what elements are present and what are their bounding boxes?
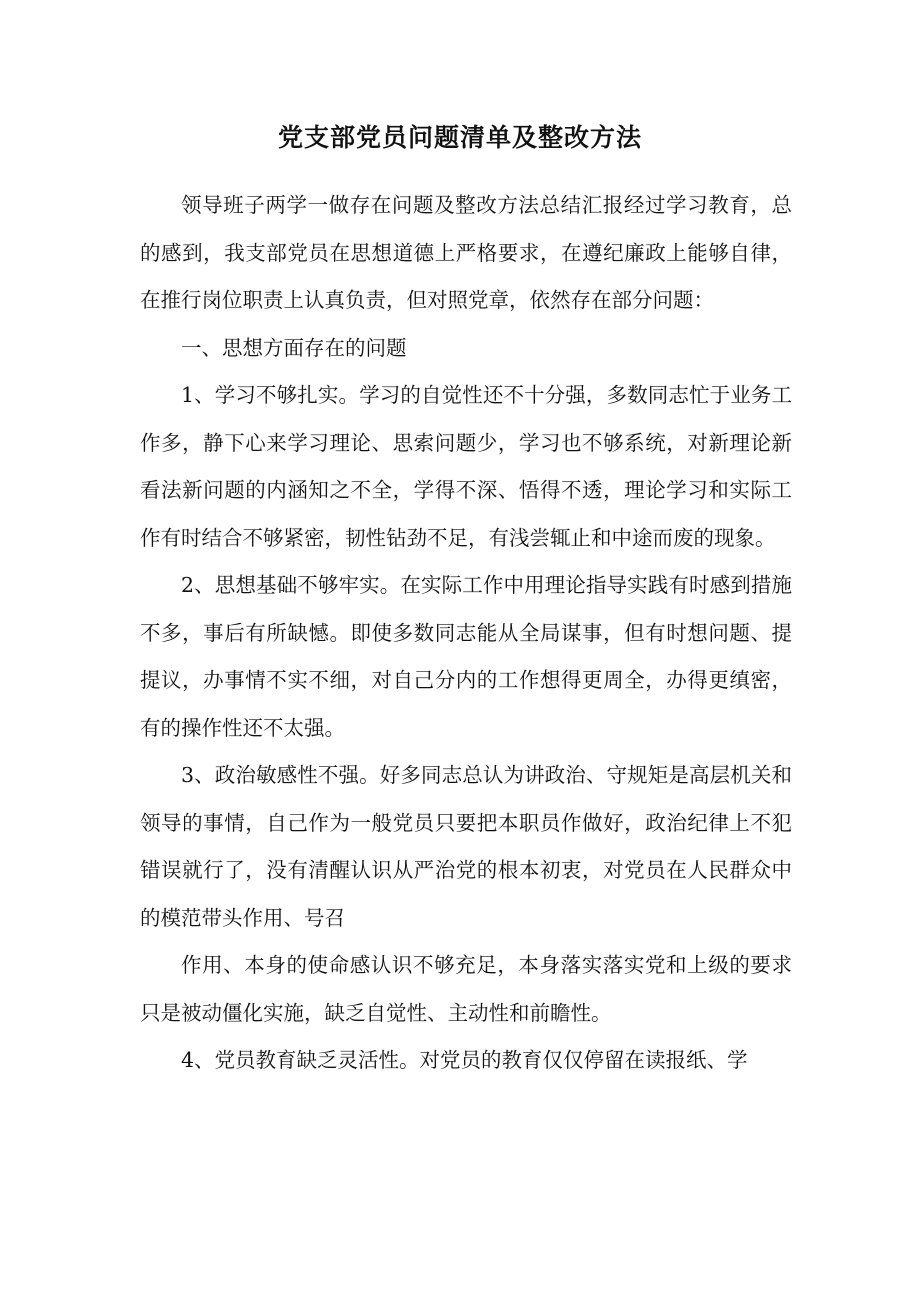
paragraph-intro: 领导班子两学一做存在问题及整改方法总结汇报经过学习教育，总的感到，我支部党员在思想道德上严格要求，在遵纪廉政上能够自律，在推行岗位职责上认真负责，但对照党章，依然存在部分问题： xyxy=(140,193,792,312)
document-body xyxy=(140,182,792,1085)
paragraph-item-4: 4、党员教育缺乏灵活性。对党员的教育仅仅停留在读报纸、学 xyxy=(181,1048,748,1072)
paragraph-item-1: 1、学习不够扎实。学习的自觉性还不十分强，多数同志忙于业务工作多，静下心来学习理论、思索问题少，学习也不够系统，对新理论新看法新问题的内涵知之不全，学得不深、悟得不透，理论学习和实际工作有时结合不够紧密，韧性钻劲不足，有浅尝辄止和中途而废的现象。 xyxy=(140,383,792,550)
document-title: 党支部党员问题清单及整改方法 xyxy=(277,123,642,152)
paragraph-item-2: 2、思想基础不够牢实。在实际工作中用理论指导实践有时感到措施不多，事后有所缺憾。即使多数同志能从全局谋事，但有时想问题、提提议，办事情不实不细，对自己分内的工作想得更周全，办得更缜密，有的操作性还不太强。 xyxy=(140,573,792,740)
paragraph-item-3: 3、政治敏感性不强。好多同志总认为讲政治、守规矩是高层机关和领导的事情，自己作为一般党员只要把本职员作做好，政治纪律上不犯错误就行了，没有清醒认识从严治党的根本初衷，对党员在人民群众中的模范带头作用、号召 xyxy=(140,763,792,930)
paragraph-item-3-continued: 作用、本身的使命感认识不够充足，本身落实落实党和上级的要求只是被动僵化实施，缺乏自觉性、主动性和前瞻性。 xyxy=(140,953,792,1025)
section-heading: 一、思想方面存在的问题 xyxy=(181,335,407,360)
